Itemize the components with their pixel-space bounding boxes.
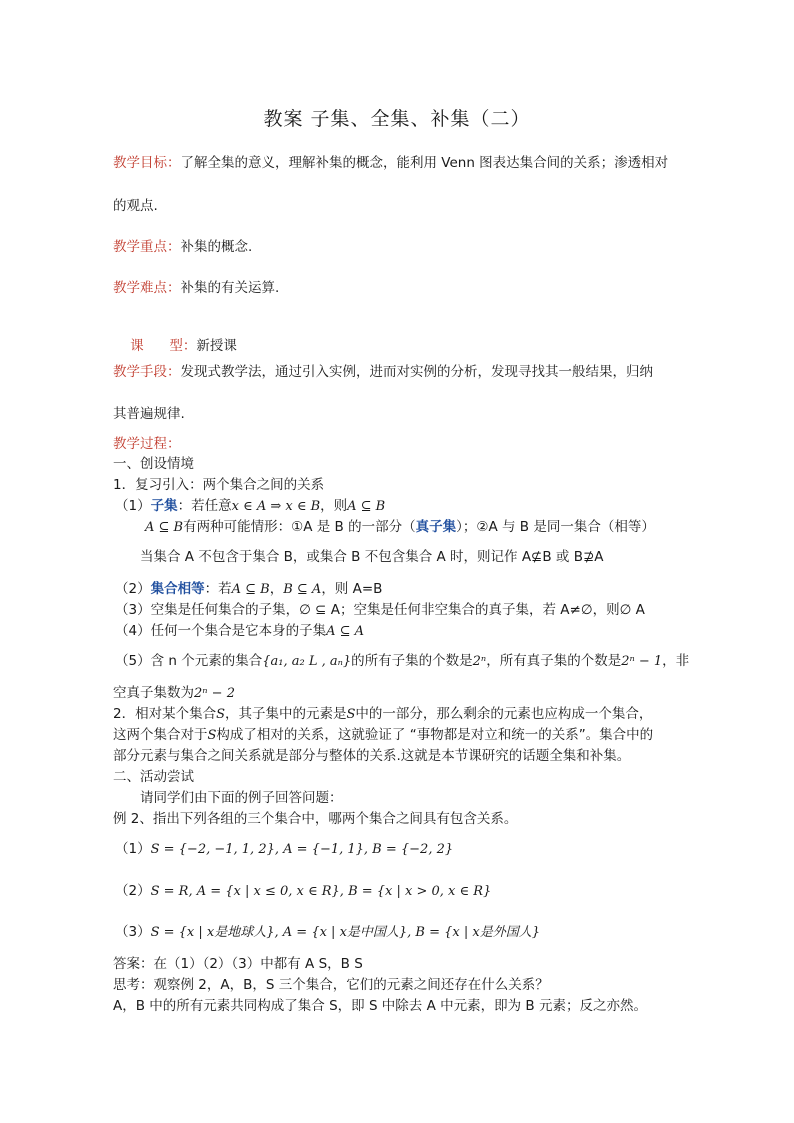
teaching-goal [113, 151, 668, 171]
answer: 答案：在（1）（2）（3）中都有 A S，B S [113, 956, 363, 972]
ask-students: 请同学们由下面的例子回答问题： [140, 790, 343, 806]
difficulty-label: 教学难点： [113, 280, 181, 296]
cases-text2: ）；②A 与 B 是同一集合（相等） [456, 519, 655, 535]
para2-text-a: 2．相对某个集合 [113, 706, 217, 722]
proper-subset-label: 真子集 [415, 519, 457, 535]
count-text3: ，所有真子集的个数是 [486, 653, 622, 669]
subset-cases [145, 515, 655, 535]
count-math3: 2ⁿ − 1 [621, 654, 663, 669]
key-point [113, 235, 252, 255]
subset-num: （1） [115, 498, 151, 514]
set-equality [115, 577, 382, 597]
page-title: 教案 子集、全集、补集（二） [263, 108, 531, 130]
subset-label: 子集 [150, 498, 178, 514]
method-text: 发现式教学法，通过引入实例，进而对实例的分析，发现寻找其一般结果，归纳 [180, 364, 653, 380]
goal-label: 教学目标： [113, 155, 181, 171]
ex2-num: （2） [115, 883, 151, 899]
subset-text2: ，则 [320, 498, 348, 514]
empty-set-note: （3）空集是任何集合的子集，∅ ⊆ A；空集是任何非空集合的真子集，若 A≠∅，则∅ A [115, 602, 645, 618]
equal-text2: ，则 A=B [321, 581, 383, 597]
subset-math2: A ⊆ B [347, 499, 386, 514]
ex2-math: S = R, A = {x | x ≤ 0, x ∈ R}, B = {x | x > 0, x ∈ R} [150, 884, 492, 899]
equal-text1: ：若 [204, 581, 232, 597]
section-heading-2: 二、活动尝试 [113, 769, 194, 785]
goal-text-cont: 的观点. [113, 198, 158, 214]
teaching-method [113, 360, 653, 380]
example-item-3 [115, 920, 540, 940]
goal-text: 了解全集的意义，理解补集的概念，能利用 Venn 图表达集合间的关系；渗透相对 [180, 155, 669, 171]
example-2: 例 2、指出下列各组的三个集合中，哪两个集合之间具有包含关系。 [113, 811, 518, 827]
count-math2: 2ⁿ [472, 654, 487, 669]
para2-line2 [113, 723, 653, 743]
para2-line3: 部分元素与集合之间关系就是部分与整体的关系.这就是本节课研究的话题全集和补集。 [113, 748, 631, 764]
equal-math1: A ⊆ B [231, 582, 270, 597]
count-text2: 的所有子集的个数是 [351, 653, 473, 669]
key-point-label: 教学重点： [113, 239, 181, 255]
example-item-2 [115, 879, 491, 899]
ex1-math: S = {−2, −1, 1, 2}, A = {−1, 1}, B = {−2, 2} [150, 842, 454, 857]
equal-sep: ， [269, 581, 284, 597]
self-math: A ⊆ A [326, 624, 365, 639]
section-heading-1: 一、创设情境 [113, 456, 194, 472]
para2-math-s3: S [207, 728, 217, 743]
count2-text: 空真子集数为 [113, 685, 194, 701]
para2-text-c: 中的一部分，那么剩余的元素也应构成一个集合， [355, 706, 653, 722]
not-contain-note: 当集合 A 不包含于集合 B，或集合 B 不包含集合 A 时，则记作 A⊈B 或 B⊉A [140, 549, 604, 565]
nonempty-proper-count [113, 681, 235, 701]
ex3-math: S = {x | x是地球人}, A = {x | x是中国人}, B = {x | x是外国人} [150, 925, 540, 940]
count-text1: （5）含 n 个元素的集合 [115, 653, 263, 669]
difficulty-text: 补集的有关运算. [180, 280, 280, 296]
para2-line1 [113, 702, 652, 722]
para2-text-b: ，其子集中的元素是 [225, 706, 347, 722]
method-label: 教学手段： [113, 364, 181, 380]
para2-text-d: 这两个集合对于 [113, 727, 208, 743]
subset-count [115, 649, 689, 669]
subset-math: x ∈ A ⇒ x ∈ B [231, 499, 321, 514]
equal-label: 集合相等 [150, 581, 205, 597]
lesson-type-text: 新授课 [196, 338, 237, 354]
subset-definition [115, 494, 385, 514]
para2-math-s2: S [346, 707, 356, 722]
subset-text: ：若任意 [177, 498, 232, 514]
equal-num: （2） [115, 581, 151, 597]
self-text: （4）任何一个集合是它本身的子集 [115, 623, 327, 639]
review-heading: 1．复习引入：两个集合之间的关系 [113, 477, 325, 493]
ex3-num: （3） [115, 924, 151, 940]
difficulty [113, 276, 279, 296]
para2-text-e: 构成了相对的关系，这就验证了 “事物都是对立和统一的关系”。集合中的 [216, 727, 654, 743]
para2-math-s1: S [216, 707, 225, 722]
count-text4: ，非 [662, 653, 690, 669]
ex1-num: （1） [115, 841, 151, 857]
method-text-cont: 其普遍规律. [113, 406, 185, 422]
count-math1: {a₁, a₂ L , aₙ} [262, 654, 352, 669]
conclusion: A，B 中的所有元素共同构成了集合 S，即 S 中除去 A 中元素，即为 B 元素；反之亦然。 [113, 998, 647, 1014]
cases-math: A ⊆ B [145, 520, 184, 535]
count2-math: 2ⁿ − 2 [194, 686, 235, 701]
key-point-text: 补集的概念. [180, 239, 253, 255]
self-subset [115, 619, 364, 639]
lesson-type-label: 课 型： [130, 338, 197, 354]
example-item-1 [115, 837, 453, 857]
process-label: 教学过程： [113, 436, 181, 452]
think-question: 思考：观察例 2，A，B，S 三个集合，它们的元素之间还存在什么关系？ [113, 977, 549, 993]
equal-math2: B ⊆ A [283, 582, 322, 597]
cases-text1: 有两种可能情形：①A 是 B 的一部分（ [183, 519, 416, 535]
